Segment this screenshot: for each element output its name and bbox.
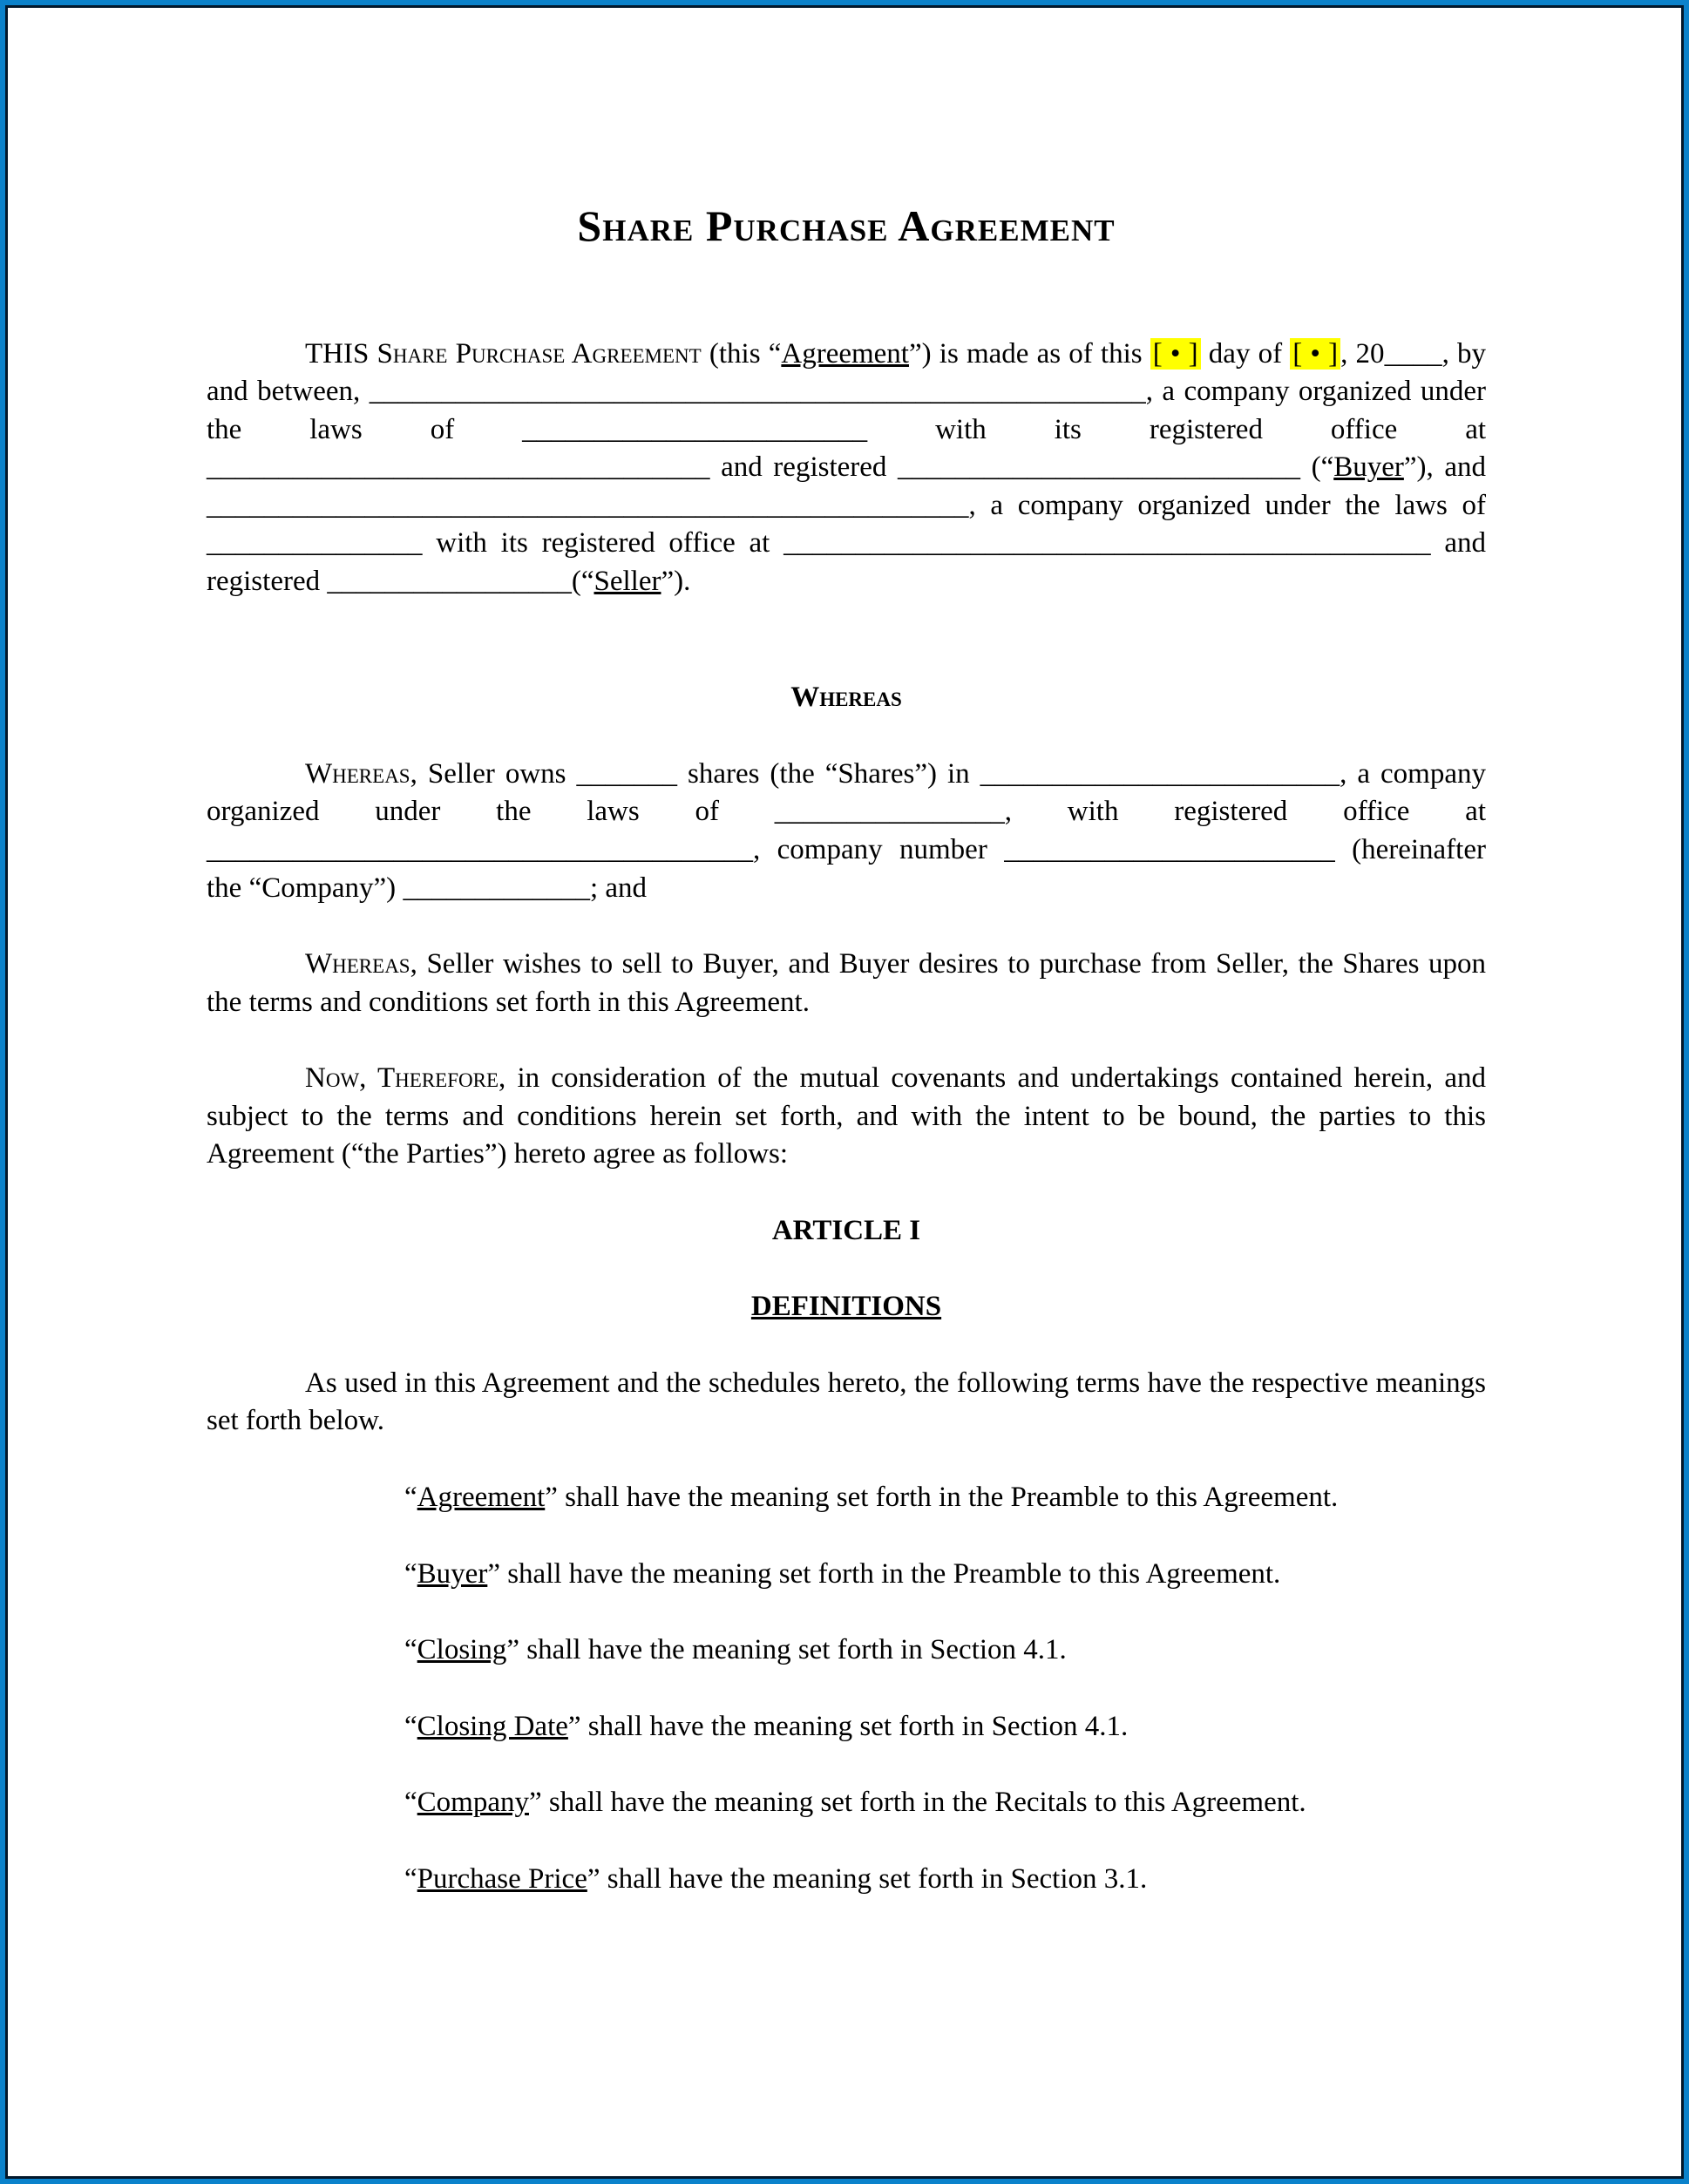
text-segment: ____ [1384, 337, 1442, 370]
text-segment: , 20 [1340, 337, 1385, 370]
text-segment: THIS [305, 337, 377, 370]
defined-term: Seller [594, 565, 661, 597]
text-segment: Whereas, [305, 757, 417, 790]
definition-agreement [207, 1479, 1486, 1517]
defined-term: Agreement [417, 1481, 546, 1513]
definition-closing [207, 1631, 1486, 1670]
text-segment: (“ [571, 565, 594, 597]
text-segment: ______________________________________________________ [369, 376, 1146, 408]
definition-closing-date [207, 1708, 1486, 1747]
defined-term: Company [417, 1787, 529, 1819]
definition-company [207, 1784, 1486, 1822]
text-segment: ________________ [774, 796, 1005, 828]
text-segment: ” shall have the meaning set forth in Section 4.1. [567, 1710, 1129, 1742]
text-segment: “ [404, 1710, 417, 1742]
text-segment: , company number [753, 833, 1005, 865]
text-segment: As used in this Agreement and the schedules hereto, the following terms have the respective meanings set forth below. [207, 1367, 1486, 1437]
text-segment: ”), and [1403, 451, 1486, 484]
definition-buyer [207, 1556, 1486, 1594]
text-segment: and registered [207, 527, 1486, 597]
text-segment: (hereinafter the “Company”) [207, 833, 1486, 904]
text-segment: ” shall have the meaning set forth in the Preamble to this Agreement. [487, 1557, 1281, 1590]
text-segment: _______________________ [1004, 833, 1335, 865]
text-segment: ________________________ [522, 413, 868, 445]
document-page-border [5, 5, 1684, 2179]
text-segment: Share Purchase Agreement [376, 337, 702, 370]
text-segment: _____________ [403, 872, 590, 904]
now-therefore-paragraph [207, 1060, 1486, 1174]
text-segment: “ [404, 1481, 417, 1513]
defined-term: Buyer [1333, 451, 1404, 484]
text-segment: with its registered office at [422, 527, 784, 560]
text-segment: (“ [1300, 451, 1334, 484]
text-segment: , a company organized under the laws of [207, 376, 1487, 445]
text-segment: ___________________________________ [207, 451, 710, 484]
text-segment: (this “ [701, 337, 782, 370]
text-segment: Seller owns [417, 757, 577, 790]
text-segment: shares (the “Shares”) in [676, 757, 980, 790]
text-segment: ”). [661, 565, 691, 597]
text-segment: ______________________________________ [207, 833, 753, 865]
defined-term: Purchase Price [417, 1862, 587, 1895]
text-segment: “ [404, 1557, 417, 1590]
text-segment: and registered [709, 451, 898, 484]
text-segment: day of [1200, 337, 1291, 370]
text-segment: ” shall have the meaning set forth in Section 3.1. [587, 1862, 1148, 1895]
text-segment: “ [404, 1862, 417, 1895]
text-segment: _______ [576, 757, 677, 790]
defined-term: Closing [417, 1634, 507, 1666]
text-segment: ”) is made as of this [908, 337, 1150, 370]
text-segment: _____________________________________________ [783, 527, 1431, 560]
defined-term: Buyer [417, 1557, 488, 1590]
text-segment: _______________ [207, 527, 423, 560]
text-segment: _________________ [327, 565, 572, 597]
text-segment: ____________________________ [898, 451, 1300, 484]
highlighted-placeholder: [ • ] [1290, 338, 1340, 370]
text-segment: “ [404, 1787, 417, 1819]
text-segment: Whereas, [305, 948, 417, 980]
definition-purchase-price [207, 1861, 1486, 1899]
text-segment: ” shall have the meaning set forth in Section 4.1. [506, 1634, 1067, 1666]
text-segment: Seller wishes to sell to Buyer, and Buyer desires to purchase from Seller, the Shares upon the terms and conditions set forth in this Agreement. [207, 948, 1486, 1018]
text-segment: , a company organized under the laws of [207, 757, 1486, 828]
text-segment: “ [404, 1634, 417, 1666]
text-segment: ” shall have the meaning set forth in the Recitals to this Agreement. [528, 1787, 1306, 1819]
whereas-heading: Whereas [790, 682, 902, 714]
definitions-intro [207, 1365, 1486, 1441]
whereas-clause-1 [207, 756, 1486, 907]
highlighted-placeholder: [ • ] [1150, 338, 1201, 370]
text-segment: , a company organized under the laws of [968, 489, 1486, 521]
document-title: Share Purchase Agreement [577, 201, 1116, 250]
text-segment: ; and [589, 872, 648, 904]
text-segment: , with registered office at [1004, 796, 1486, 828]
defined-term: Closing Date [417, 1710, 568, 1742]
text-segment: with its registered office at [867, 413, 1487, 445]
text-segment: , in consideration of the mutual covenants and undertakings contained herein, and subject to the terms and conditions herein set forth, and with the intent to be bound, the parties to this Agreement (“the Parties”) hereto agree as follows: [207, 1062, 1486, 1170]
definitions-heading: DEFINITIONS [750, 1291, 942, 1323]
text-segment: Now, Therefore [305, 1062, 499, 1095]
preamble-paragraph [207, 336, 1486, 601]
whereas-clause-2 [207, 946, 1486, 1021]
text-segment: , by and between, [207, 337, 1486, 408]
article-i-heading: ARTICLE I [771, 1214, 921, 1246]
text-segment: _________________________ [980, 757, 1340, 790]
text-segment: ” shall have the meaning set forth in the Preamble to this Agreement. [545, 1481, 1339, 1513]
defined-term: Agreement [781, 337, 909, 370]
text-segment: _____________________________________________________ [207, 489, 969, 521]
